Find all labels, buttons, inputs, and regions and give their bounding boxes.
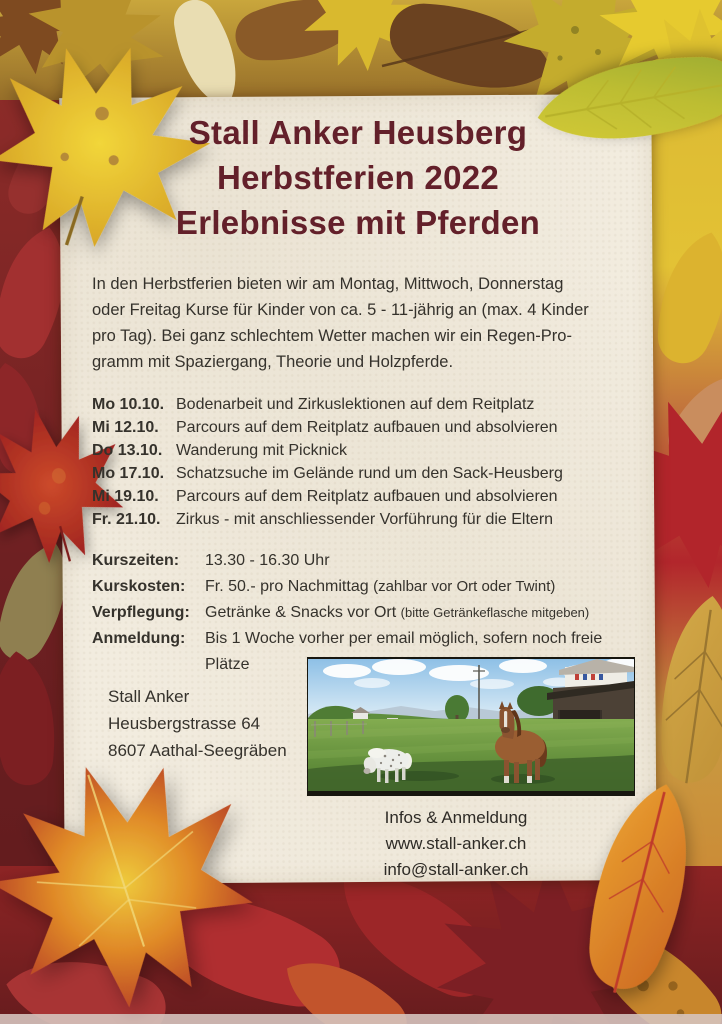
title-line-2: Herbstferien 2022 — [216, 159, 500, 196]
schedule-activity: Zirkus - mit anschliessender Vorführung für die Eltern — [176, 511, 554, 528]
schedule-day: Mi 19.10. — [92, 488, 159, 505]
schedule-row — [92, 508, 563, 531]
schedule-list — [92, 393, 563, 531]
schedule-activity: Schatzsuche im Gelände rund um den Sack-Heusberg — [176, 465, 563, 482]
detail-value: Bis 1 Woche vorher per email möglich, sofern noch freie Plätze — [205, 630, 603, 673]
contact-block — [330, 805, 582, 883]
detail-label: Kurszeiten: — [92, 552, 180, 569]
schedule-day: Do 13.10. — [92, 442, 163, 459]
intro-paragraph — [92, 271, 589, 375]
intro-line: pro Tag). Bei ganz schlechtem Wetter machen wir ein Regen-Pro- — [92, 327, 572, 345]
contact-heading: Infos & Anmeldung — [384, 808, 528, 827]
email-link[interactable]: info@stall-anker.ch — [383, 860, 529, 879]
title-line-1: Stall Anker Heusberg — [188, 114, 528, 151]
farm-photo — [307, 657, 635, 796]
detail-label: Anmeldung: — [92, 630, 186, 647]
schedule-row — [92, 485, 563, 508]
detail-label: Verpflegung: — [92, 604, 190, 621]
detail-label: Kurskosten: — [92, 578, 186, 595]
intro-line: gramm mit Spaziergang, Theorie und Holzpferde. — [92, 353, 454, 371]
detail-value: 13.30 - 16.30 Uhr — [205, 552, 330, 569]
intro-line: In den Herbstferien bieten wir am Montag, Mittwoch, Donnerstag — [92, 275, 564, 293]
schedule-day: Mo 10.10. — [92, 396, 165, 413]
address-city: 8607 Aathal-Seegräben — [108, 741, 287, 760]
schedule-day: Mi 12.10. — [92, 419, 159, 436]
schedule-day: Fr. 21.10. — [92, 511, 161, 528]
title-line-3: Erlebnisse mit Pferden — [175, 204, 541, 241]
schedule-row — [92, 439, 563, 462]
schedule-row — [92, 462, 563, 485]
schedule-row — [92, 416, 563, 439]
address-block — [108, 683, 287, 764]
flyer-title — [62, 110, 654, 245]
schedule-activity: Wanderung mit Picknick — [176, 442, 348, 459]
schedule-row — [92, 393, 563, 416]
address-street: Heusbergstrasse 64 — [108, 714, 261, 733]
schedule-activity: Parcours auf dem Reitplatz aufbauen und absolvieren — [176, 488, 558, 505]
detail-value: Fr. 50.- pro Nachmittag (zahlbar vor Ort oder Twint) — [205, 578, 556, 595]
detail-row — [92, 600, 617, 626]
detail-row — [92, 574, 617, 600]
detail-value: Getränke & Snacks vor Ort (bitte Getränkeflasche mitgeben) — [205, 604, 590, 621]
address-name: Stall Anker — [108, 687, 190, 706]
detail-row — [92, 548, 617, 574]
detail-note: (bitte Getränkeflasche mitgeben) — [400, 605, 590, 620]
website-link[interactable]: www.stall-anker.ch — [385, 834, 527, 853]
schedule-activity: Bodenarbeit und Zirkuslektionen auf dem Reitplatz — [176, 396, 535, 413]
schedule-activity: Parcours auf dem Reitplatz aufbauen und absolvieren — [176, 419, 558, 436]
detail-note: (zahlbar vor Ort oder Twint) — [373, 578, 556, 595]
intro-line: oder Freitag Kurse für Kinder von ca. 5 - 11-jährig an (max. 4 Kinder — [92, 301, 589, 319]
schedule-day: Mo 17.10. — [92, 465, 165, 482]
